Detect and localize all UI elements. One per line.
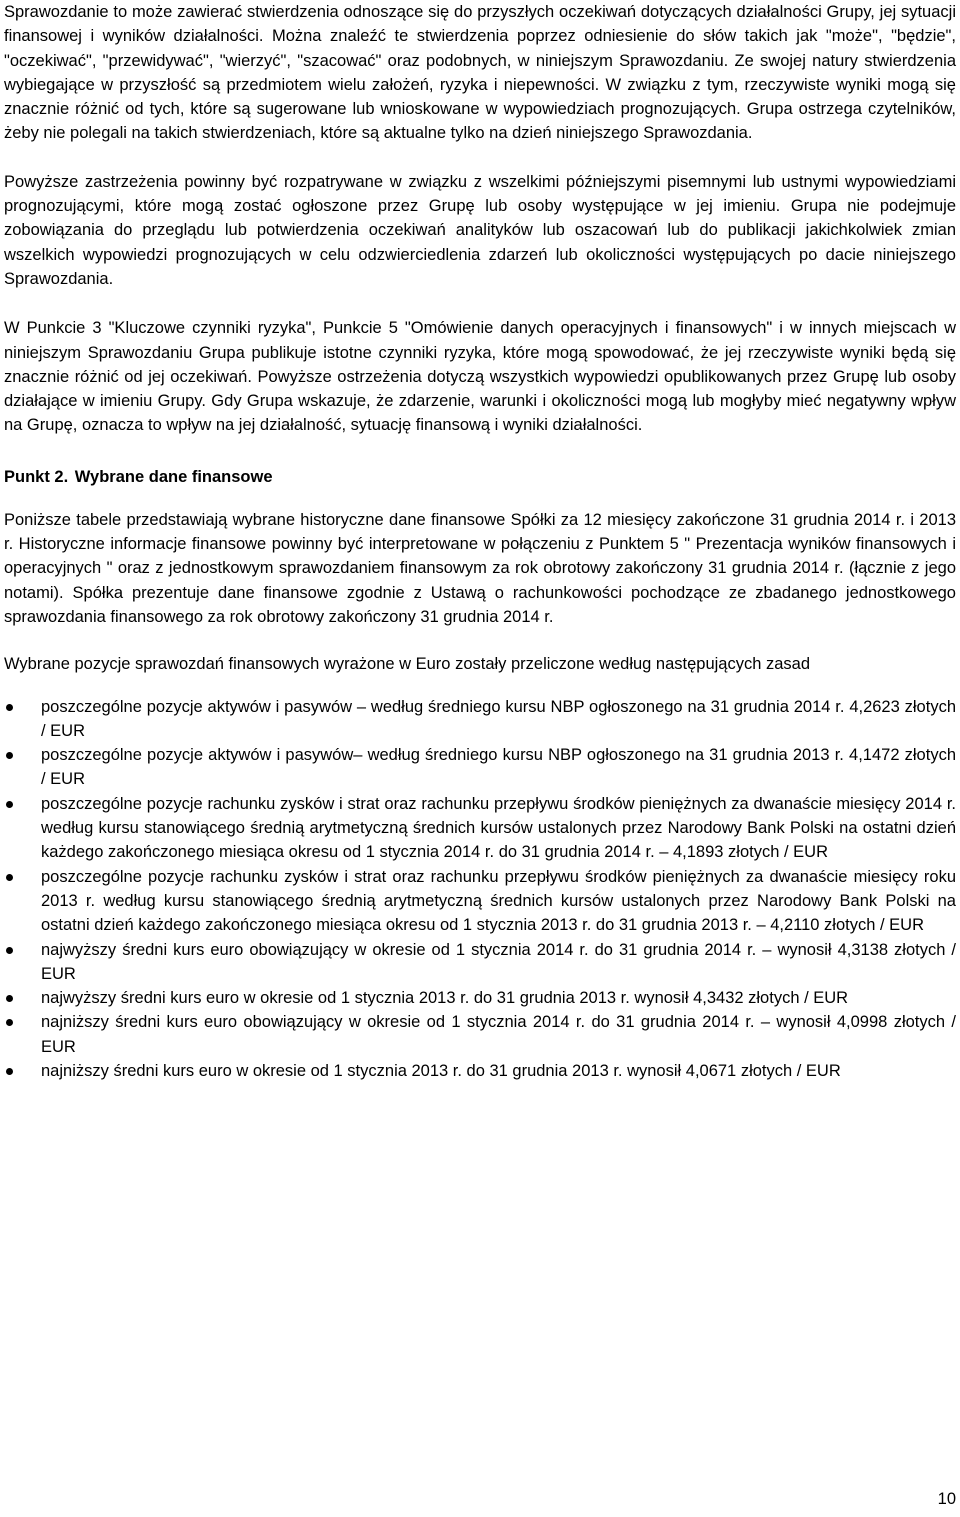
bullet-icon [6, 1019, 13, 1026]
section-heading [4, 465, 956, 489]
financial-data-intro-paragraph: Poniższe tabele przedstawiają wybrane historyczne dane finansowe Spółki za 12 miesięcy zakończone 31 grudnia 2014 r. i 2013 r. Historyczne informacje finansowe powinny być interpretowane w połączeniu z Punktem 5 " Prezentacja wyników finansowych i operacyjnych " oraz z jednostkowym sprawozdaniem finansowym za rok obrotowy zakończony 31 grudnia 2014 r. (łącznie z jego notami). Spółka prezentuje dane finansowe zgodnie z Ustawą o rachunkowości pochodzące ze zbadanego jednostkowego sprawozdania finansowego za rok obrotowy zakończony 31 grudnia 2014 r. [4, 510, 956, 626]
list-item: najniższy średni kurs euro obowiązujący w okresie od 1 stycznia 2014 r. do 31 grudnia 2014 r. – wynosił 4,0998 złotych / EUR [4, 1010, 956, 1059]
section-title: Wybrane dane finansowe [74, 467, 273, 486]
disclaimer-paragraph: Powyższe zastrzeżenia powinny być rozpatrywane w związku z wszelkimi późniejszymi pisemnymi lub ustnymi wypowiedziami prognozującymi, które mogą zostać ogłoszone przez Grupę lub osoby występujące w jej imieniu. Grupa nie podejmuje zobowiązania do przeglądu lub potwierdzenia oczekiwań analityków lub oszacowań lub do publikacji jakichkolwiek zmian wszelkich wypowiedzi prognozujących w celu odzwierciedlenia zdarzeń lub okoliczności występujących po dacie niniejszego Sprawozdania. [4, 172, 956, 288]
page-number: 10 [937, 1490, 956, 1508]
bullet-icon [6, 801, 13, 808]
bullet-icon [6, 1068, 13, 1075]
list-item: najwyższy średni kurs euro w okresie od 1 stycznia 2013 r. do 31 grudnia 2013 r. wynosił 4,3432 złotych / EUR [4, 986, 956, 1010]
list-item: poszczególne pozycje rachunku zysków i strat oraz rachunku przepływu środków pieniężnych za dwanaście miesięcy roku 2013 r. według kursu stanowiącego średnią arytmetyczną średnich kursów ustalonych przez Narodowy Bank Polski na ostatni dzień każdego zakończonego miesiąca okresu od 1 stycznia 2013 r. do 31 grudnia 2013 r. – 4,2110 złotych / EUR [4, 865, 956, 938]
list-item: poszczególne pozycje aktywów i pasywów– według średniego kursu NBP ogłoszonego na 31 grudnia 2013 r. 4,1472 złotych / EUR [4, 743, 956, 792]
list-item: najniższy średni kurs euro w okresie od 1 stycznia 2013 r. do 31 grudnia 2013 r. wynosił 4,0671 złotych / EUR [4, 1059, 956, 1083]
bullet-icon [6, 947, 13, 954]
bullet-icon [6, 704, 13, 711]
section-number: Punkt 2. [4, 467, 69, 486]
list-item: najwyższy średni kurs euro obowiązujący w okresie od 1 stycznia 2014 r. do 31 grudnia 2014 r. – wynosił 4,3138 złotych / EUR [4, 938, 956, 987]
forward-looking-statements-paragraph: Sprawozdanie to może zawierać stwierdzenia odnoszące się do przyszłych oczekiwań dotyczących działalności Grupy, jej sytuacji finansowej i wyników działalności. Można znaleźć te stwierdzenia poprzez odniesienie do słów takich jak "może", "będzie", "oczekiwać", "przewidywać", "wierzyć", "szacować" oraz podobnych, w niniejszym Sprawozdaniu. Ze swojej natury stwierdzenia wybiegające w przyszłość są przedmiotem wielu założeń, ryzyka i niepewności. W związku z tym, rzeczywiste wyniki mogą się znacznie różnić od tych, które są sugerowane lub wnioskowane w wypowiedziach prognozujących. Grupa ostrzega czytelników, żeby nie polegali na takich stwierdzeniach, które są aktualne tylko na dzień niniejszego Sprawozdania. [4, 3, 956, 143]
bullet-icon [6, 874, 13, 881]
risk-factors-paragraph: W Punkcie 3 "Kluczowe czynniki ryzyka", Punkcie 5 "Omówienie danych operacyjnych i finansowych" i w innych miejscach w niniejszym Sprawozdaniu Grupa publikuje istotne czynniki ryzyka, które mogą spowodować, że jej rzeczywiste wyniki będą się znacznie różnić od jej oczekiwań. Powyższe ostrzeżenia dotyczą wszystkich wypowiedzi opublikowanych przez Grupę lub osoby działające w imieniu Grupy. Gdy Grupa wskazuje, że zdarzenie, warunki i okoliczności mogą lub mogłyby mieć negatywny wpływ na Grupę, oznacza to wpływ na jej działalność, sytuację finansową i wyniki działalności. [4, 319, 956, 435]
bullet-icon [6, 752, 13, 759]
exchange-rates-list [4, 695, 956, 1084]
document-page [4, 0, 956, 1083]
bullet-icon [6, 995, 13, 1002]
list-item: poszczególne pozycje aktywów i pasywów – według średniego kursu NBP ogłoszonego na 31 grudnia 2014 r. 4,2623 złotych / EUR [4, 695, 956, 744]
conversion-rules-paragraph: Wybrane pozycje sprawozdań finansowych wyrażone w Euro zostały przeliczone według następujących zasad [4, 655, 811, 674]
list-item: poszczególne pozycje rachunku zysków i strat oraz rachunku przepływu środków pieniężnych za dwanaście miesięcy 2014 r. według kursu stanowiącego średnią arytmetyczną średnich kursów ustalonych przez Narodowy Bank Polski na ostatni dzień każdego zakończonego miesiąca okresu od 1 stycznia 2014 r. do 31 grudnia 2014 r. – 4,1893 złotych / EUR [4, 792, 956, 865]
